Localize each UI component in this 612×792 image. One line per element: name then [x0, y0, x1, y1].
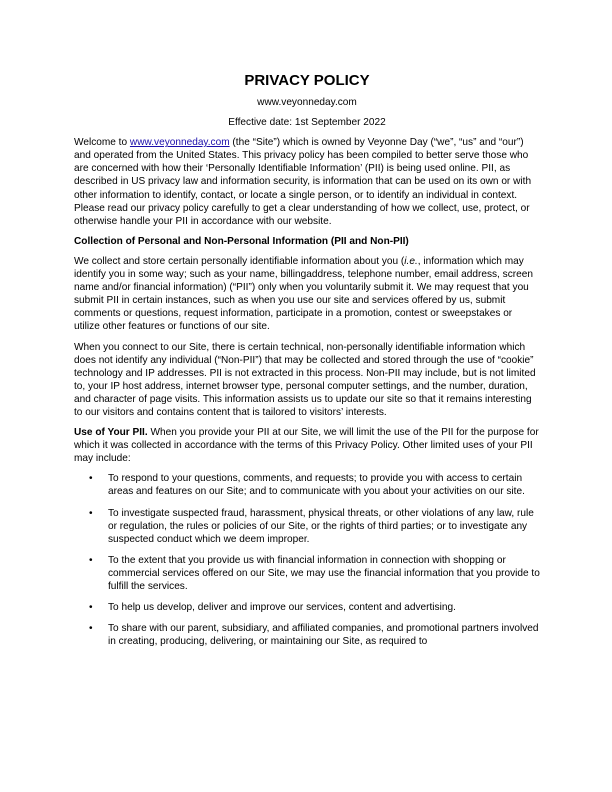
use-of-pii-heading: Use of Your PII.	[74, 427, 148, 439]
effective-date: Effective date: 1st September 2022	[228, 117, 386, 129]
use-of-pii-text: When you provide your PII at our Site, we will limit the use of the PII for the purpose for which it was collected in accordance with the terms of this Privacy Policy. Other limited uses of your PII may include:	[74, 427, 539, 465]
pii-uses-list	[74, 472, 540, 648]
website-link[interactable]: www.veyonneday.com	[129, 137, 230, 149]
intro-text-rest: (the “Site”) which is owned by Veyonne Day (“we”, “us” and “our”) and operated from the United States. This privacy policy has been compiled to better serve those who are concerned with how their ‘Personally Identifiable Information’ (PII) is being used online. PII, as described in US privacy law and information security, is information that can be used on its own or with other information to identify, contact, or locate a single person, or to identify an individual in context. Please read our privacy policy carefully to get a clear understanding of how we collect, use, protect, or otherwise handle your PII in accordance with our website.	[74, 137, 532, 227]
pii-paragraph	[74, 255, 540, 334]
list-item-text: To respond to your questions, comments, and requests; to provide you with access to certain areas and features on our Site; and to communicate with you about your activities on our site.	[108, 473, 525, 498]
bullet-icon: •	[89, 602, 93, 614]
bullet-icon: •	[89, 623, 93, 635]
list-item-text: To help us develop, deliver and improve our services, content and advertising.	[108, 602, 456, 614]
use-of-pii-paragraph	[74, 426, 540, 465]
bullet-icon: •	[89, 473, 93, 485]
document-page	[74, 72, 540, 656]
list-item	[74, 507, 540, 546]
pii-text-rest: , information which may identify you in some way; such as your name, billingaddress, telephone number, email address, screen name and/or financial information) (“PII”) only when you voluntarily submit it. We may request that you submit PII in certain instances, such as when you use our site and services offered by us, submit comments or questions, request information, participate in a promotion, contest or sweepstakes or utilize other features or functions of our site.	[74, 255, 533, 333]
bullet-icon: •	[89, 554, 93, 566]
intro-paragraph	[74, 136, 540, 228]
list-item-text: To investigate suspected fraud, harassment, physical threats, or other violations of any law, rule or regulation, the rules or policies of our Site, or the rights of third parties; or to investigate any suspected conduct which we deem improper.	[108, 507, 534, 545]
list-item	[74, 601, 540, 614]
website-url: www.veyonneday.com	[257, 97, 357, 108]
pii-text-start: We collect and store certain personally identifiable information about you (	[74, 255, 405, 267]
list-item	[74, 472, 540, 498]
section-heading-collection: Collection of Personal and Non-Personal Information (PII and Non-PII)	[74, 235, 409, 247]
list-item-text: To share with our parent, subsidiary, and affiliated companies, and promotional partners involved in creating, producing, delivering, or maintaining our Site, as required to	[108, 623, 539, 648]
bullet-icon: •	[89, 507, 93, 519]
non-pii-paragraph: When you connect to our Site, there is certain technical, non-personally identifiable information which does not identify any individual (“Non-PII”) that may be collected and stored through the use of “cookie” technology and IP addresses. PII is not extracted in this process. Non-PII may include, but is not limited to, your IP host address, internet browser type, personal computer settings, and the number, duration, and character of page visits. This information assists us to update our site so that it remains interesting to our visitors and contains content that is tailored to visitors’ interests.	[74, 341, 536, 418]
ie-abbreviation: i.e.	[404, 255, 418, 267]
list-item	[74, 554, 540, 593]
list-item-text: To the extent that you provide us with financial information in connection with shopping or commercial services offered on our Site, we may use the financial information that you provide to fulfill the services.	[108, 554, 540, 592]
list-item	[74, 622, 540, 648]
document-title: PRIVACY POLICY	[244, 72, 370, 89]
intro-text-start: Welcome to	[74, 137, 130, 149]
